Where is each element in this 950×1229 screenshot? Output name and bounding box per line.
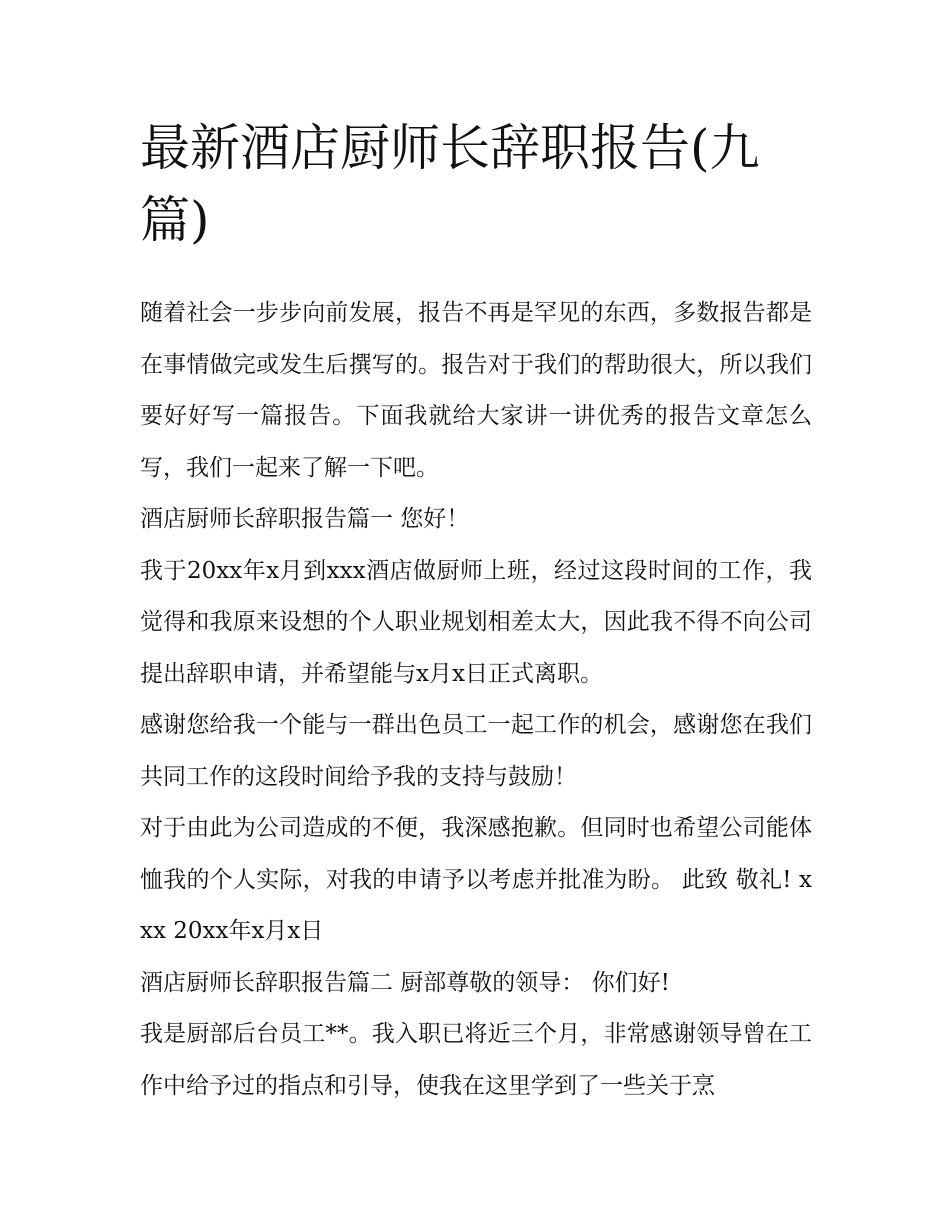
paragraph-section-1-thanks: 感谢您给我一个能与一群出色员工一起工作的机会，感谢您在我们共同工作的这段时间给予我的支持与鼓励！ <box>140 712 812 790</box>
document-page <box>140 112 812 1112</box>
document-title: 最新酒店厨师长辞职报告(九篇) <box>140 119 760 249</box>
document-body <box>140 288 812 1112</box>
paragraph-section-2-heading: 酒店厨师长辞职报告篇二 厨部尊敬的领导： 你们好! <box>140 969 670 996</box>
paragraph-section-2-body: 我是厨部后台员工**。我入职已将近三个月，非常感谢领导曾在工作中给予过的指点和引导，使我在这里学到了一些关于烹 <box>140 1021 812 1099</box>
paragraph-section-1-closing: 对于由此为公司造成的不便，我深感抱歉。但同时也希望公司能体恤我的个人实际，对我的申请予以考虑并批准为盼。 此致 敬礼! xxx 20xx年x月x日 <box>140 815 812 944</box>
paragraph-section-1-body: 我于20xx年x月到xxx酒店做厨师上班，经过这段时间的工作，我觉得和我原来设想的个人职业规划相差太大，因此我不得不向公司提出辞职申请，并希望能与x月x日正式离职。 <box>140 557 812 687</box>
paragraph-section-1-heading: 酒店厨师长辞职报告篇一 您好！ <box>140 506 470 532</box>
paragraph-intro: 随着社会一步步向前发展，报告不再是罕见的东西，多数报告都是在事情做完或发生后撰写的。报告对于我们的帮助很大，所以我们要好好写一篇报告。下面我就给大家讲一讲优秀的报告文章怎么写，我们一起来了解一下吧。 <box>140 300 812 481</box>
